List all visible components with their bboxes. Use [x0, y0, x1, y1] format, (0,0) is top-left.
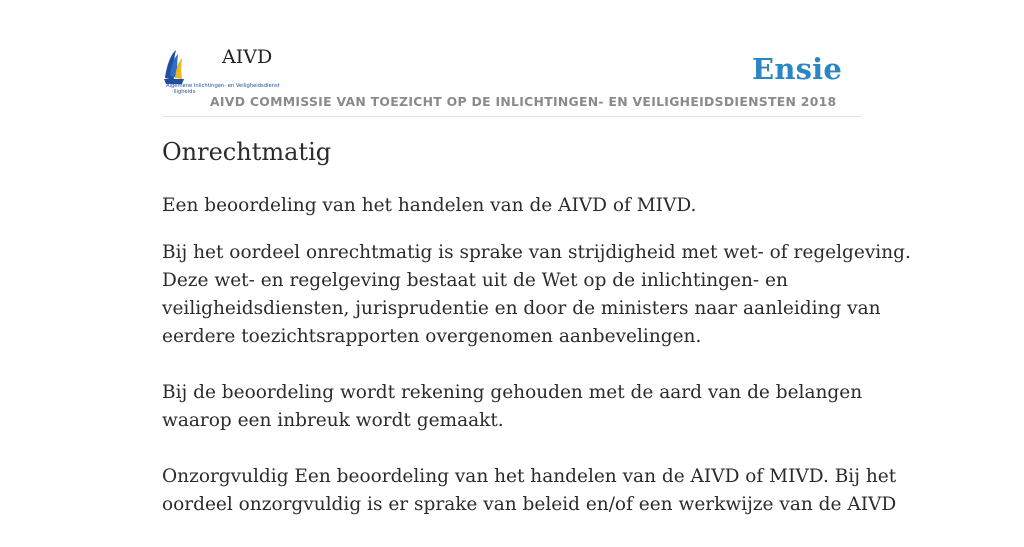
- brand-logo[interactable]: Ensie: [752, 52, 842, 86]
- paragraph-line: Bij het oordeel onrechtmatig is sprake van strijdigheid met wet- of regelgeving.: [162, 242, 911, 263]
- paragraph: [162, 379, 862, 435]
- paragraph: [162, 463, 897, 519]
- paragraph-line: waarop een inbreuk wordt gemaakt.: [162, 410, 504, 431]
- paragraph-line: eerdere toezichtsrapporten overgenomen aanbevelingen.: [162, 326, 702, 347]
- article-body: [162, 239, 911, 547]
- paragraph: [162, 239, 911, 351]
- definition-lead: Een beoordeling van het handelen van de AIVD of MIVD.: [162, 195, 697, 216]
- paragraph-line: oordeel onzorgvuldig is er sprake van beleid en/of een werkwijze van de AIVD: [162, 494, 897, 515]
- paragraph-line: Onzorgvuldig Een beoordeling van het handelen van de AIVD of MIVD. Bij het: [162, 466, 897, 487]
- page-container: [162, 0, 911, 515]
- source-subtitle[interactable]: AIVD COMMISSIE VAN TOEZICHT OP DE INLICHTINGEN- EN VEILIGHEIDSDIENSTEN 2018: [210, 94, 837, 109]
- paragraph-line: veiligheidsdiensten, jurisprudentie en door de ministers naar aanleiding van: [162, 298, 881, 319]
- logo-text: Algemene Inlichtingen- en Veiligheidsdienst: [166, 83, 280, 89]
- site-name[interactable]: AIVD: [222, 46, 273, 68]
- paragraph-line: Deze wet- en regelgeving bestaat uit de Wet op de inlichtingen- en: [162, 270, 788, 291]
- svg-text:·lligheids·: ·lligheids·: [172, 89, 197, 95]
- header: [162, 0, 862, 117]
- page-title: Onrechtmatig: [162, 138, 332, 166]
- paragraph-line: Bij de beoordeling wordt rekening gehouden met de aard van de belangen: [162, 382, 863, 403]
